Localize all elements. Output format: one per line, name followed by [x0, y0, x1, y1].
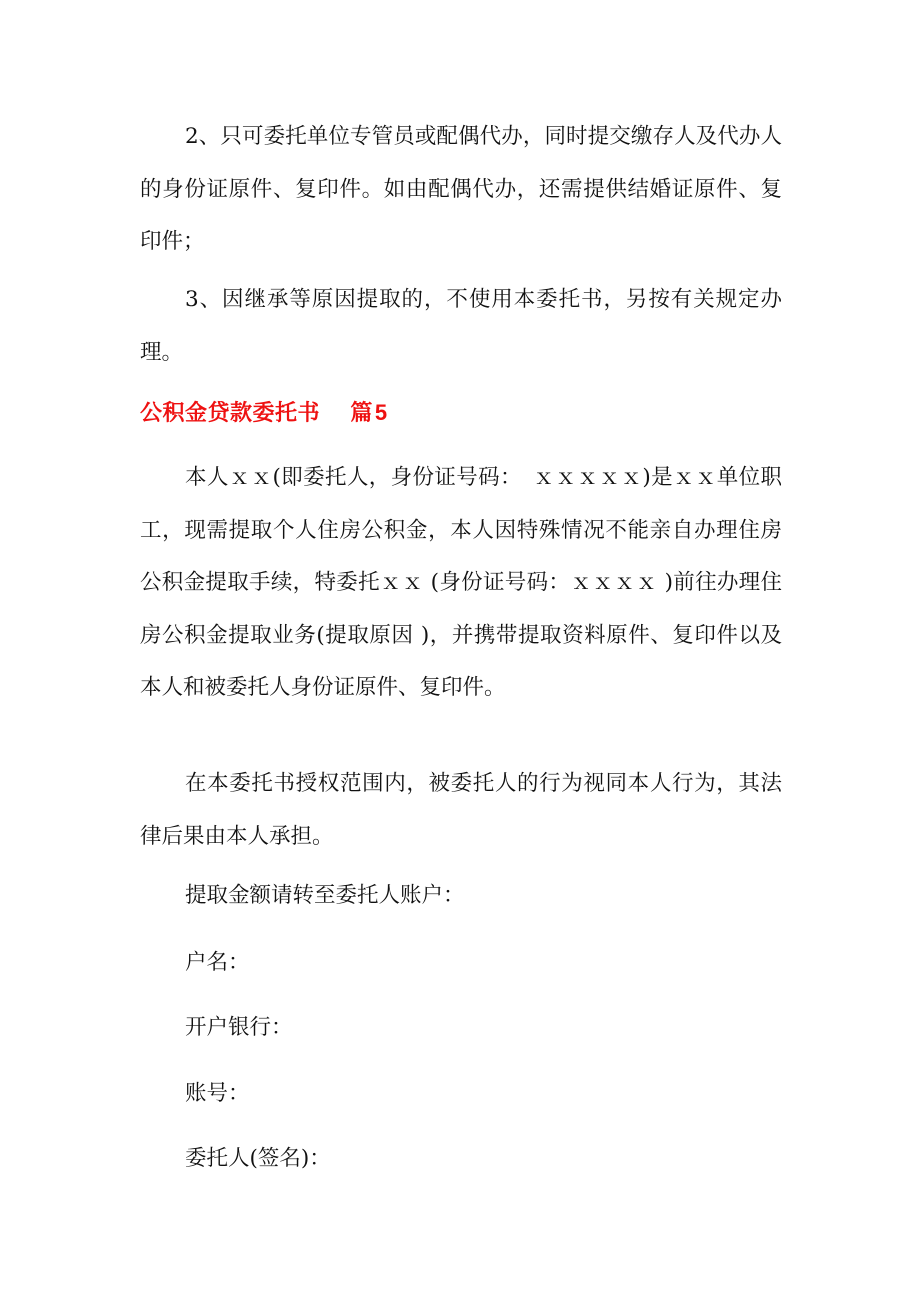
- section-number: 5: [374, 400, 388, 425]
- body-paragraph-2: 在本委托书授权范围内，被委托人的行为视同本人行为，其法律后果由本人承担。: [140, 771, 782, 849]
- signature-label: 委托人(签名)：: [185, 1146, 331, 1171]
- transfer-instruction: 提取金额请转至委托人账户：: [185, 883, 465, 908]
- paragraph-item-2: 2、只可委托单位专管员或配偶代办，同时提交缴存人及代办人的身份证原件、复印件。如由配偶代办，还需提供结婚证原件、复印件；: [140, 124, 782, 255]
- body-paragraph-1: 本人ｘｘ(即委托人，身份证号码： ｘｘｘｘｘ)是ｘｘ单位职工，现需提取个人住房公积金，本人因特殊情况不能亲自办理住房公积金提取手续，特委托ｘｘ (身份证号码：ｘｘｘｘ )前往办理住房公积金提取业务(提取原因 )，并携带提取资料原件、复印件以及本人和被委托人身份证原件、复印件。: [140, 465, 782, 701]
- section-title: 公积金贷款委托书: [140, 401, 321, 426]
- account-number-label: 账号：: [185, 1081, 250, 1106]
- paragraph-item-3: 3、因继承等原因提取的，不使用本委托书，另按有关规定办理。: [140, 287, 782, 365]
- section-suffix: 篇: [350, 401, 373, 426]
- account-name-label: 户名：: [185, 950, 250, 975]
- bank-label: 开户银行：: [185, 1015, 293, 1040]
- section-heading: [140, 398, 388, 429]
